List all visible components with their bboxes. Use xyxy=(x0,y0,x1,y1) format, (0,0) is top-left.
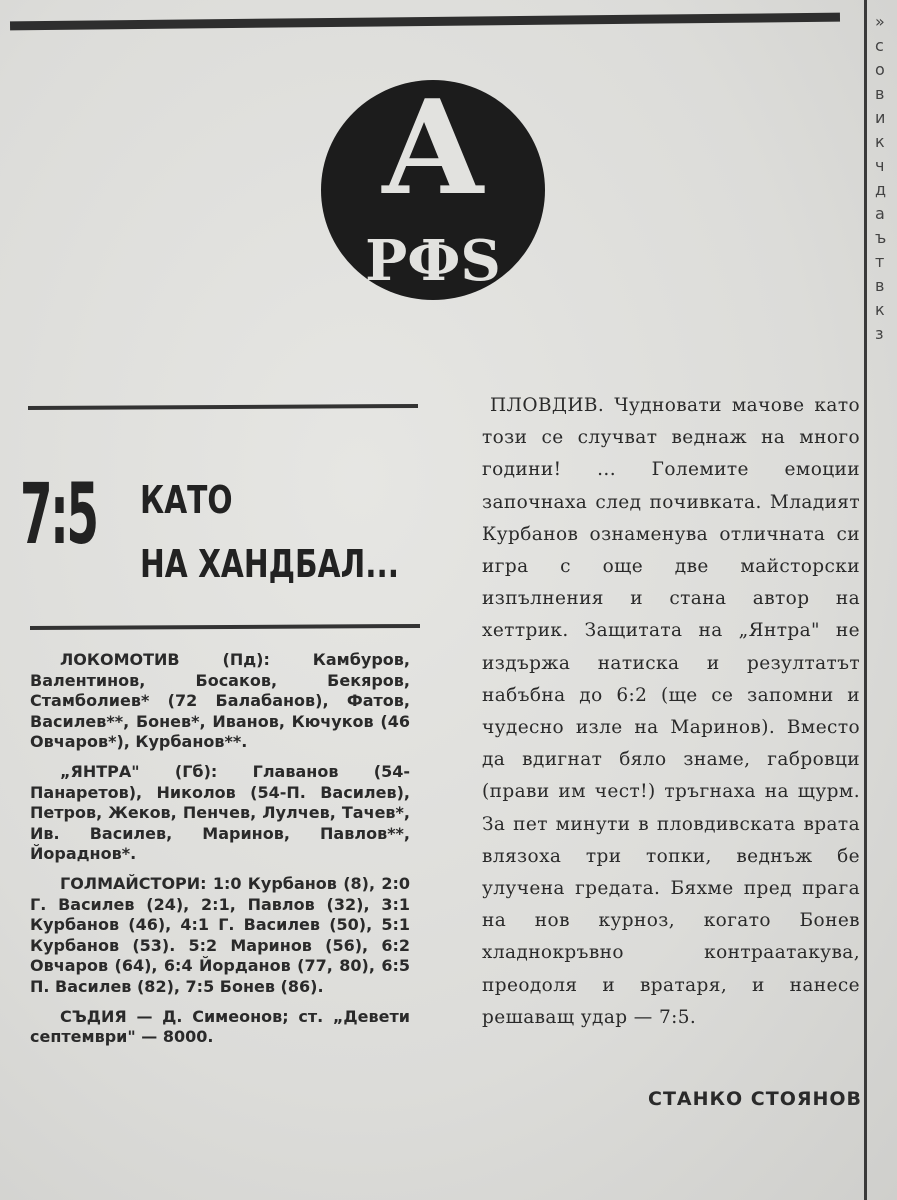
byline: СТАНКО СТОЯНОВ xyxy=(648,1088,863,1110)
lineup-yantra: „ЯНТРА" (Гб): Главанов (54-Панаретов), Николов (54-П. Василев), Петров, Жеков, Пенчев, Лулчев, Тачев*, Ив. Василев, Маринов, Павлов**, Йораднов*. xyxy=(30,761,410,864)
rule-bottom xyxy=(30,624,420,630)
logo-letter: А xyxy=(380,75,486,224)
margin-letter: з xyxy=(875,324,884,343)
scorers: ГОЛМАЙСТОРИ: 1:0 Курбанов (8), 2:0 Г. Василев (24), 2:1, Павлов (32), 3:1 Курбанов (46), 4:1 Г. Василев (50), 5:1 Курбанов (53). 5:2 Маринов (56), 6:2 Овчаров (64), 6:4 Йорданов (77, 80), 6:5 П. Василев (82), 7:5 Бонев (86). xyxy=(30,873,410,996)
score: 7:5 xyxy=(20,465,97,563)
headline xyxy=(140,468,399,596)
rule-top xyxy=(28,404,418,410)
margin-letter: ч xyxy=(875,156,885,175)
article-column xyxy=(482,390,860,1034)
margin-letter: а xyxy=(875,204,885,223)
logo-subtitle: РФЅ xyxy=(365,228,501,294)
margin-letter: » xyxy=(875,12,885,31)
margin-letter: в xyxy=(875,276,885,295)
margin-letter: и xyxy=(875,108,886,127)
margin-letter: с xyxy=(875,36,884,55)
headline-line-1: КАТО xyxy=(140,478,233,522)
lineup-column xyxy=(30,650,410,1057)
headline-line-2: НА ХАНДБАЛ... xyxy=(140,542,399,586)
margin-letter: в xyxy=(875,84,885,103)
top-rule xyxy=(10,13,840,31)
section-logo xyxy=(318,75,548,305)
referee: СЪДИЯ — Д. Симеонов; ст. „Девети септември" — 8000. xyxy=(30,1006,410,1047)
lineup-lokomotiv: ЛОКОМОТИВ (Пд): Камбуров, Валентинов, Босаков, Бекяров, Стамболиев* (72 Балабанов), Фатов, Василев**, Бонев*, Иванов, Кючуков (46 Овчаров*), Курбанов**. xyxy=(30,650,410,752)
margin-letter: о xyxy=(875,60,885,79)
margin-letter: к xyxy=(875,132,885,151)
margin-letter: т xyxy=(875,252,885,271)
article-text: ПЛОВДИВ. Чудновати мачове като този се случват веднаж на много години! ... Големите емоции започнаха след почивката. Младият Курбанов ознаменува отличната си игра с още две майсторски изпълнения и стана автор на хеттрик. Защитата на „Янтра" не издържа натиска и резултатът набъбна до 6:2 (ще се запомни и чудесно изле на Маринов). Вместо да вдигнат бяло знаме, габровци (прави им чест!) тръгнаха на щурм. За пет минути в пловдивската врата влязоха три топки, веднъж бе улучена гредата. Бяхме пред прага на нов курноз, когато Бонев хладнокръвно контраатакува, преодоля и вратаря, и нанесе решаващ удар — 7:5. xyxy=(482,395,860,1028)
column-rule xyxy=(864,0,867,1200)
adjacent-column-fragment xyxy=(875,10,897,346)
margin-letter: ъ xyxy=(875,228,887,247)
margin-letter: к xyxy=(875,300,885,319)
margin-letter: д xyxy=(875,180,887,199)
